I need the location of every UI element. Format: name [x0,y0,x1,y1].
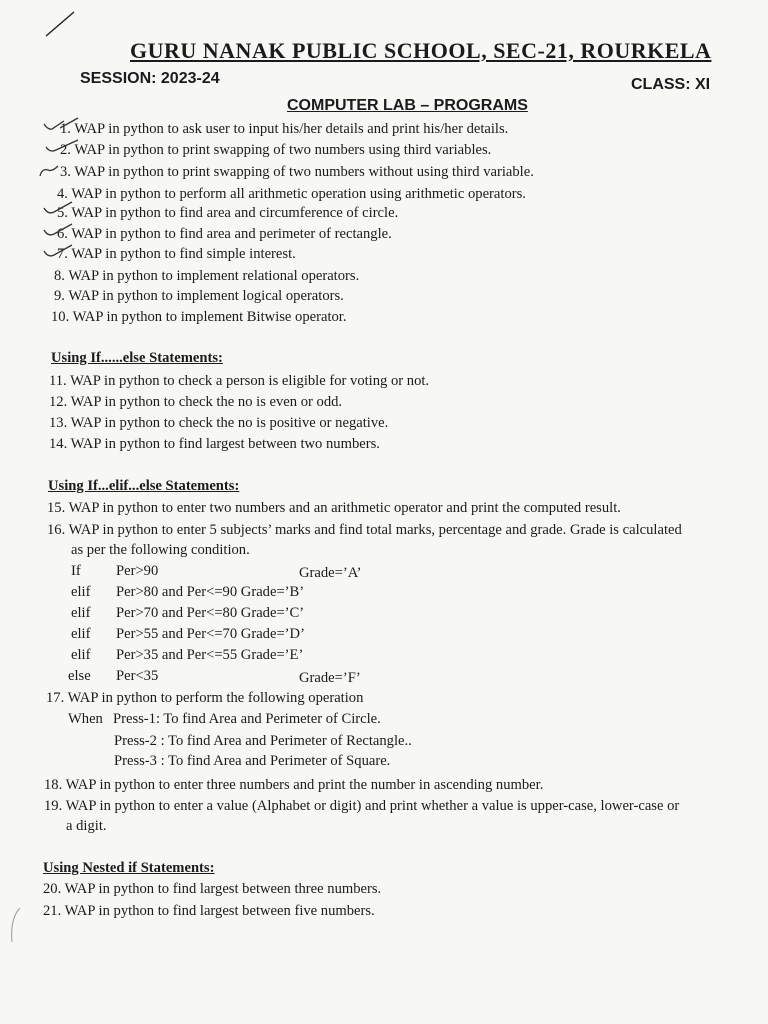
item-number: 3. [60,164,71,180]
press-option-3: Press-3 : To find Area and Perimeter of Square. [114,753,391,769]
list-item [54,268,359,285]
list-item [47,522,682,539]
item-number: 14. [49,436,68,452]
item-text: WAP in python to print swapping of two numbers without using third variable. [74,164,534,180]
item-text: WAP in python to find largest between two numbers. [70,436,380,452]
item-continuation: as per the following condition. [71,542,250,558]
page-title: COMPUTER LAB – PROGRAMS [287,97,528,114]
school-name: GURU NANAK PUBLIC SCHOOL, SEC-21, ROURKELA [130,38,712,63]
item-continuation: a digit. [66,818,107,834]
item-text: WAP in python to enter two numbers and an arithmetic operator and print the computed result. [68,500,621,516]
list-item [43,903,375,920]
list-item [49,415,388,432]
grade-keyword: elif [71,647,91,663]
item-text: WAP in python to implement Bitwise operator. [72,309,347,325]
press-option-1: Press-1: To find Area and Perimeter of Circle. [113,711,381,727]
item-text: WAP in python to check the no is positive or negative. [70,415,389,431]
grade-condition: Per>35 and Per<=55 Grade=’E’ [116,647,304,663]
item-text: WAP in python to enter a value (Alphabet or digit) and print whether a value is upper-case, lower-case or [65,798,680,814]
item-number: 4. [57,186,68,202]
item-text: WAP in python to find largest between three numbers. [64,881,382,897]
grade-keyword: elif [71,605,91,621]
list-item [44,777,543,794]
item-number: 12. [49,394,68,410]
item-number: 6. [57,226,68,242]
item-number: 20. [43,881,62,897]
item-number: 17. [46,690,65,706]
grade-keyword: elif [71,584,91,600]
check-mark-icon [42,116,82,136]
grade-condition: Per>80 and Per<=90 Grade=’B’ [116,584,305,600]
list-item [54,288,344,305]
list-item [49,436,380,453]
list-item [57,226,392,243]
list-item [57,246,296,263]
grade-keyword: If [71,563,81,579]
grade-keyword: else [68,668,91,684]
item-number: 2. [60,142,71,158]
class-label: CLASS: XI [631,76,711,93]
item-text: WAP in python to enter three numbers and print the number in ascending number. [65,777,544,793]
item-text: WAP in python to find simple interest. [71,246,296,262]
item-number: 1. [60,121,71,137]
item-number: 16. [47,522,66,538]
list-item [60,142,491,159]
list-item [47,500,621,517]
item-number: 15. [47,500,66,516]
list-item [60,164,534,181]
session-label: SESSION: 2023-24 [80,70,220,87]
pen-stroke-mark [44,8,78,38]
check-mark-icon [42,243,82,263]
list-item [49,373,429,390]
item-number: 7. [57,246,68,262]
item-text: WAP in python to perform the following operation [67,690,364,706]
section-heading-nested: Using Nested if Statements: [43,860,215,876]
item-text: WAP in python to perform all arithmetic operation using arithmetic operators. [71,186,526,202]
item-text: WAP in python to check the no is even or odd. [70,394,343,410]
press-option-2: Press-2 : To find Area and Perimeter of Rectangle.. [114,733,412,749]
check-mark-icon [42,200,82,220]
item-number: 11. [49,373,67,389]
section-heading-ifelse: Using If......else Statements: [51,350,223,366]
item-number: 9. [54,288,65,304]
item-text: WAP in python to find area and circumference of circle. [71,205,399,221]
item-text: WAP in python to find area and perimeter of rectangle. [71,226,392,242]
item-number: 19. [44,798,63,814]
item-text: WAP in python to implement logical operators. [68,288,344,304]
item-text: WAP in python to check a person is eligible for voting or not. [70,373,430,389]
list-item [57,205,398,222]
check-mark-icon [44,138,84,158]
list-item [49,394,342,411]
item-number: 10. [51,309,70,325]
item-number: 8. [54,268,65,284]
list-item [51,309,347,326]
grade-keyword: elif [71,626,91,642]
item-number: 21. [43,903,62,919]
list-item [57,186,526,203]
item-text: WAP in python to print swapping of two numbers using third variables. [74,142,492,158]
item-text: WAP in python to implement relational operators. [68,268,360,284]
grade-condition: Per<35 [116,668,159,684]
item-text: WAP in python to enter 5 subjects’ marks and find total marks, percentage and grade. Grade is calculated [68,522,682,538]
grade-condition: Per>90 [116,563,159,579]
check-mark-icon [42,222,82,242]
item-number: 5. [57,205,68,221]
grade-condition: Per>70 and Per<=80 Grade=’C’ [116,605,305,621]
list-item [60,121,508,138]
grade-condition: Per>55 and Per<=70 Grade=’D’ [116,626,305,642]
list-item [46,690,363,707]
check-mark-icon [38,160,78,182]
item-text: WAP in python to find largest between five numbers. [64,903,375,919]
item-number: 18. [44,777,63,793]
list-item [44,798,679,815]
section-heading-elif: Using If...elif...else Statements: [48,478,240,494]
list-item [43,881,381,898]
grade-value: Grade=’A’ [299,565,362,581]
when-label: When [68,711,103,727]
grade-value: Grade=’F’ [299,670,361,686]
item-text: WAP in python to ask user to input his/her details and print his/her details. [74,121,509,137]
pencil-stroke-mark [6,906,26,946]
item-number: 13. [49,415,68,431]
